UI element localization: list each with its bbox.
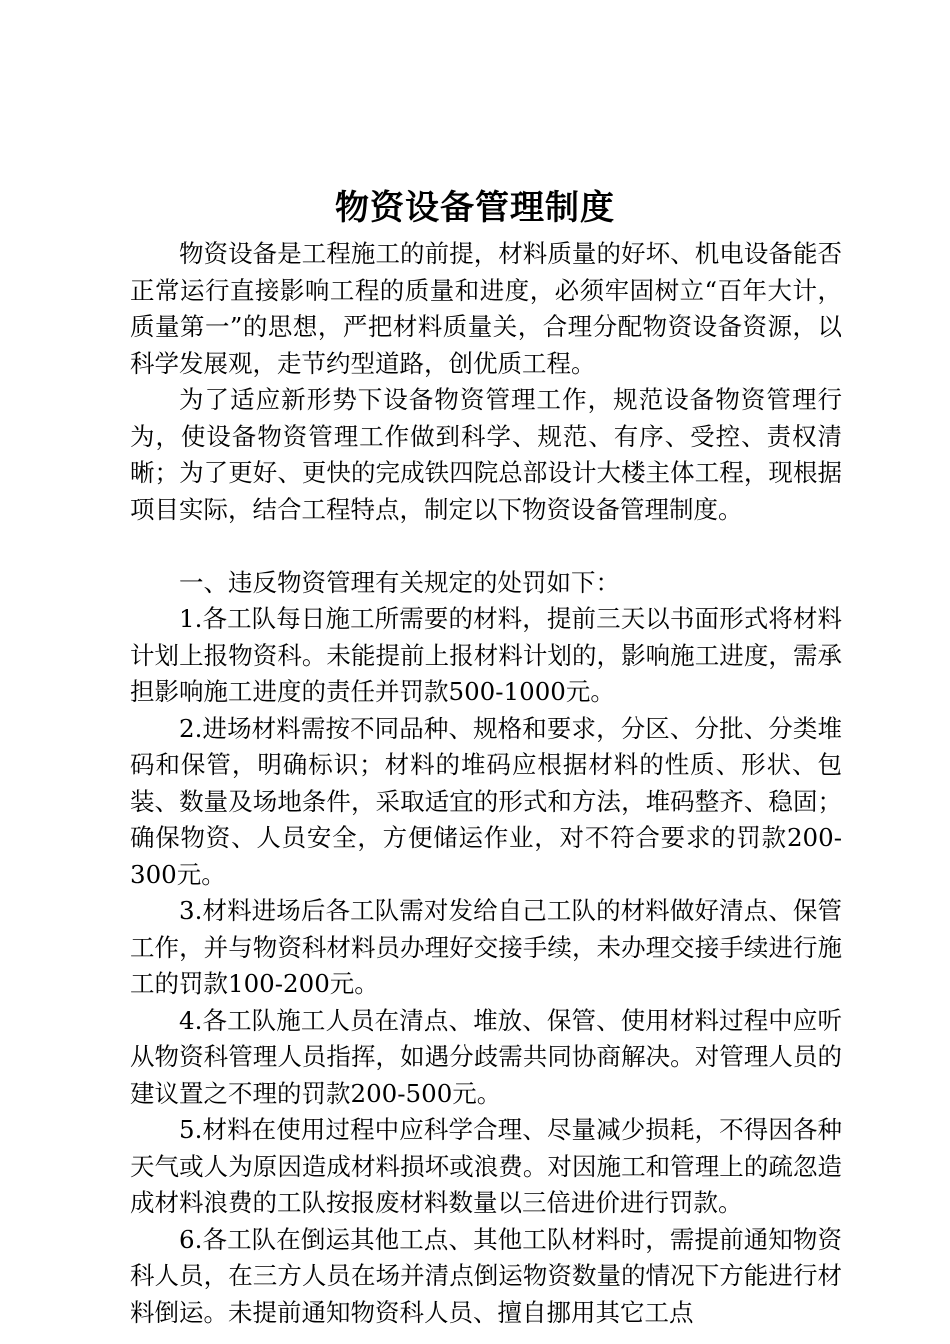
rule-item-6: 6.各工队在倒运其他工点、其他工队材料时，需提前通知物资科人员，在三方人员在场并清点倒运物资数量的情况下方能进行材料倒运。未提前通知物资科人员、擅自挪用其它工点 (130, 1224, 842, 1327)
section-heading: 一、违反物资管理有关规定的处罚如下： (179, 567, 620, 597)
document-title: 物资设备管理制度 (335, 188, 615, 228)
rule-item-4: 4.各工队施工人员在清点、堆放、保管、使用材料过程中应听从物资科管理人员指挥，如遇分歧需共同协商解决。对管理人员的建议置之不理的罚款200-500元。 (130, 1005, 842, 1108)
rule-item-1: 1.各工队每日施工所需要的材料，提前三天以书面形式将材料计划上报物资科。未能提前上报材料计划的，影响施工进度，需承担影响施工进度的责任并罚款500-1000元。 (130, 604, 842, 706)
paragraph-intro: 物资设备是工程施工的前提，材料质量的好坏、机电设备能否正常运行直接影响工程的质量和进度，必须牢固树立“百年大计，质量第一”的思想，严把材料质量关，合理分配物资设备资源，以科学发展观，走节约型道路，创优质工程。 (130, 239, 842, 378)
rule-item-3: 3.材料进场后各工队需对发给自己工队的材料做好清点、保管工作，并与物资科材料员办理好交接手续，未办理交接手续进行施工的罚款100-200元。 (130, 896, 842, 998)
document-body (130, 236, 842, 1331)
paragraph-purpose: 为了适应新形势下设备物资管理工作，规范设备物资管理行为，使设备物资管理工作做到科学、规范、有序、受控、责权清晰；为了更好、更快的完成铁四院总部设计大楼主体工程，现根据项目实际，结合工程特点，制定以下物资设备管理制度。 (130, 385, 842, 524)
rule-item-2: 2.进场材料需按不同品种、规格和要求，分区、分批、分类堆码和保管，明确标识；材料的堆码应根据材料的性质、形状、包装、数量及场地条件，采取适宜的形式和方法，堆码整齐、稳固；确保物资、人员安全，方便储运作业，对不符合要求的罚款200-300元。 (130, 713, 842, 889)
rule-item-5: 5.材料在使用过程中应科学合理、尽量减少损耗，不得因各种天气或人为原因造成材料损坏或浪费。对因施工和管理上的疏忽造成材料浪费的工队按报废材料数量以三倍进价进行罚款。 (130, 1115, 842, 1217)
